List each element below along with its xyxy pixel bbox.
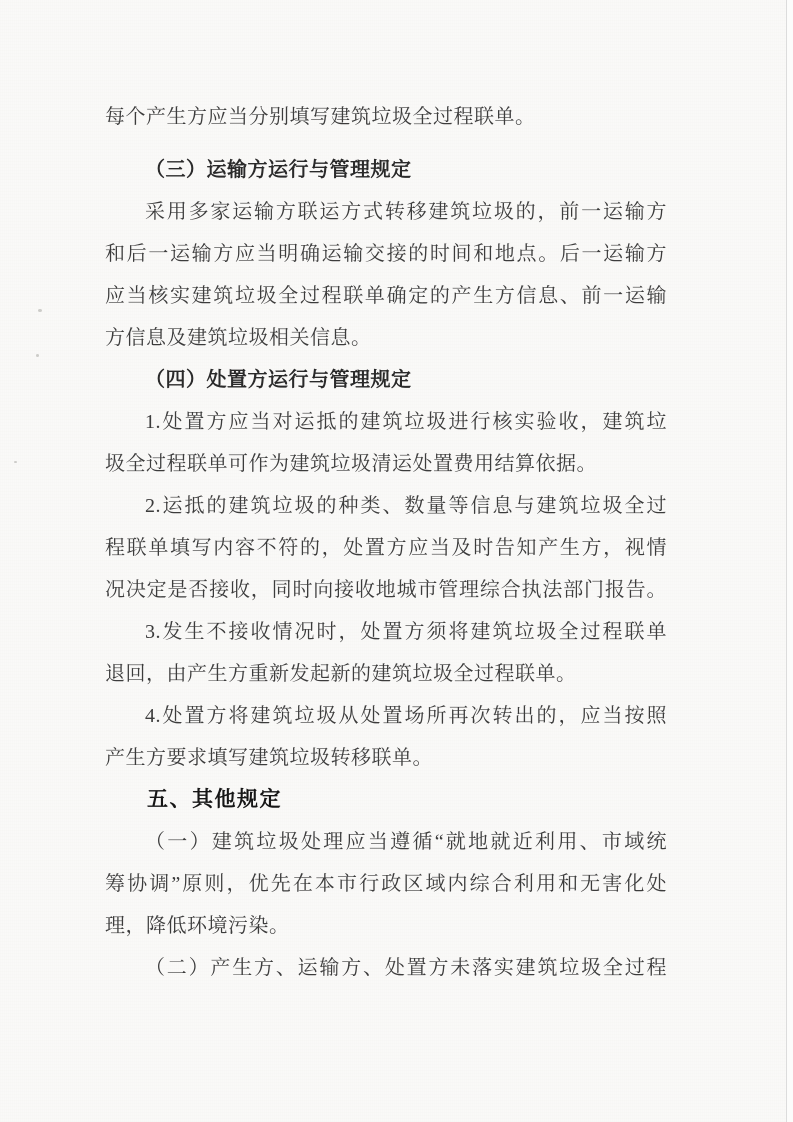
scan-speck: [14, 461, 17, 463]
body-line: 和后一运输方应当明确运输交接的时间和地点。后一运输方: [105, 243, 667, 265]
heading-transporter-rules: （三）运输方运行与管理规定: [145, 159, 412, 181]
scan-speck: [38, 309, 42, 312]
body-line: 退回，由产生方重新发起新的建筑垃圾全过程联单。: [105, 663, 577, 685]
body-line: 2.运抵的建筑垃圾的种类、数量等信息与建筑垃圾全过: [145, 495, 667, 517]
body-line: 1.处置方应当对运抵的建筑垃圾进行核实验收，建筑垃: [145, 411, 667, 433]
scan-edge-strip: [787, 0, 793, 1122]
body-line: 采用多家运输方联运方式转移建筑垃圾的，前一运输方: [145, 201, 667, 223]
body-line: 圾全过程联单可作为建筑垃圾清运处置费用结算依据。: [105, 453, 597, 475]
body-line: 3.发生不接收情况时，处置方须将建筑垃圾全过程联单: [145, 621, 667, 643]
body-line: 方信息及建筑垃圾相关信息。: [105, 327, 372, 349]
body-line: （二）产生方、运输方、处置方未落实建筑垃圾全过程: [145, 957, 667, 979]
body-line: 筹协调”原则，优先在本市行政区域内综合利用和无害化处: [105, 873, 667, 895]
body-line: 况决定是否接收，同时向接收地城市管理综合执法部门报告。: [105, 579, 667, 601]
heading-disposer-rules: （四）处置方运行与管理规定: [145, 369, 412, 391]
body-line: 产生方要求填写建筑垃圾转移联单。: [105, 747, 433, 769]
heading-other-provisions: 五、其他规定: [147, 788, 282, 811]
body-line: 每个产生方应当分别填写建筑垃圾全过程联单。: [105, 106, 536, 128]
body-line: 理，降低环境污染。: [105, 915, 290, 937]
scan-edge-line: [786, 0, 787, 1122]
body-line: 应当核实建筑垃圾全过程联单确定的产生方信息、前一运输: [105, 285, 667, 307]
body-line: （一）建筑垃圾处理应当遵循“就地就近利用、市域统: [145, 831, 667, 853]
scan-speck: [36, 354, 39, 357]
body-line: 程联单填写内容不符的，处置方应当及时告知产生方，视情: [105, 537, 667, 559]
body-line: 4.处置方将建筑垃圾从处置场所再次转出的，应当按照: [145, 705, 667, 727]
document-text-block: [105, 96, 667, 989]
